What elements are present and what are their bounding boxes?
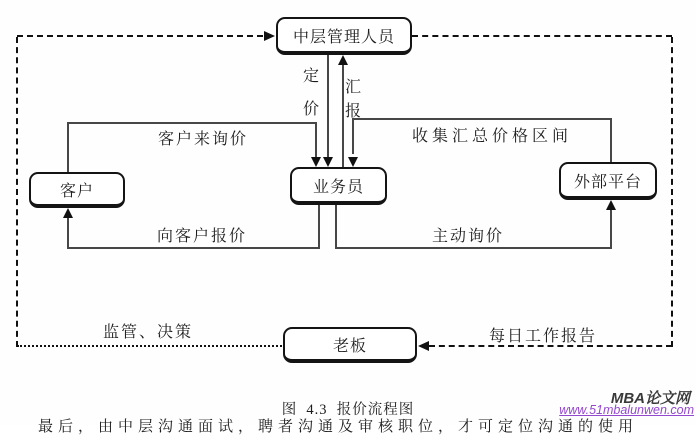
node-middle-management xyxy=(276,17,412,55)
arrowhead-customer-inquiry-icon xyxy=(311,157,321,167)
collect-line-up xyxy=(610,118,612,162)
node-salesperson xyxy=(290,167,387,205)
customer-inquiry-line-down xyxy=(315,122,317,158)
customer-inquiry-line-up xyxy=(67,122,69,172)
arrowhead-pricing-icon xyxy=(323,157,333,167)
edge-label-proactive-inquiry: 主动询价 xyxy=(432,228,505,245)
node-customer xyxy=(29,172,125,208)
arrowhead-into-middle-management-icon xyxy=(264,31,275,41)
customer-inquiry-line-across xyxy=(67,122,317,124)
dashed-top-right-line xyxy=(412,35,672,37)
node-boss xyxy=(283,327,417,363)
edge-label-pricing: 定价 xyxy=(302,68,319,118)
proactive-line-across xyxy=(335,247,612,249)
node-external-platform xyxy=(559,162,657,200)
clipped-body-text: 最后，由中层沟通面试，聘者沟通及审核职位，才可定位沟通的使用 xyxy=(38,419,639,435)
proactive-line-up xyxy=(610,210,612,249)
edge-label-customer-inquiry: 客户来询价 xyxy=(158,131,249,148)
pricing-line xyxy=(327,55,329,158)
proactive-line-down xyxy=(335,205,337,249)
arrowhead-collect-icon xyxy=(348,157,358,167)
watermark-url: www.51mbalunwen.com xyxy=(559,403,694,417)
edge-label-supervision-decision: 监管、决策 xyxy=(103,324,194,341)
node-middle-management-label: 中层管理人员 xyxy=(292,28,395,46)
dotted-supervision-line xyxy=(17,345,282,347)
collect-line-across xyxy=(352,118,612,120)
arrowhead-into-boss-icon xyxy=(418,341,429,351)
node-customer-label: 客户 xyxy=(59,182,94,200)
edge-label-quote-to-customer: 向客户报价 xyxy=(157,228,248,245)
arrowhead-into-customer-icon xyxy=(63,208,73,218)
dashed-left-vertical-line xyxy=(16,37,18,347)
dashed-top-left-line xyxy=(17,35,263,37)
edge-label-daily-work-report: 每日工作报告 xyxy=(489,328,598,345)
quote-line-across xyxy=(67,247,320,249)
figure-caption: 图 4.3 报价流程图 xyxy=(281,402,415,418)
watermark-brand: MBA论文网 xyxy=(610,390,690,407)
quote-line-up xyxy=(67,218,69,249)
node-external-platform-label: 外部平台 xyxy=(573,173,642,191)
arrowhead-into-external-platform-icon xyxy=(606,200,616,210)
node-salesperson-label: 业务员 xyxy=(312,178,364,196)
quote-line-down xyxy=(318,205,320,249)
edge-label-collect-price-range: 收集汇总价格区间 xyxy=(412,128,573,145)
node-boss-label: 老板 xyxy=(332,337,367,355)
dashed-right-vertical-line xyxy=(671,37,673,347)
arrowhead-report-icon xyxy=(338,55,348,65)
edge-label-report: 汇报 xyxy=(344,79,361,120)
